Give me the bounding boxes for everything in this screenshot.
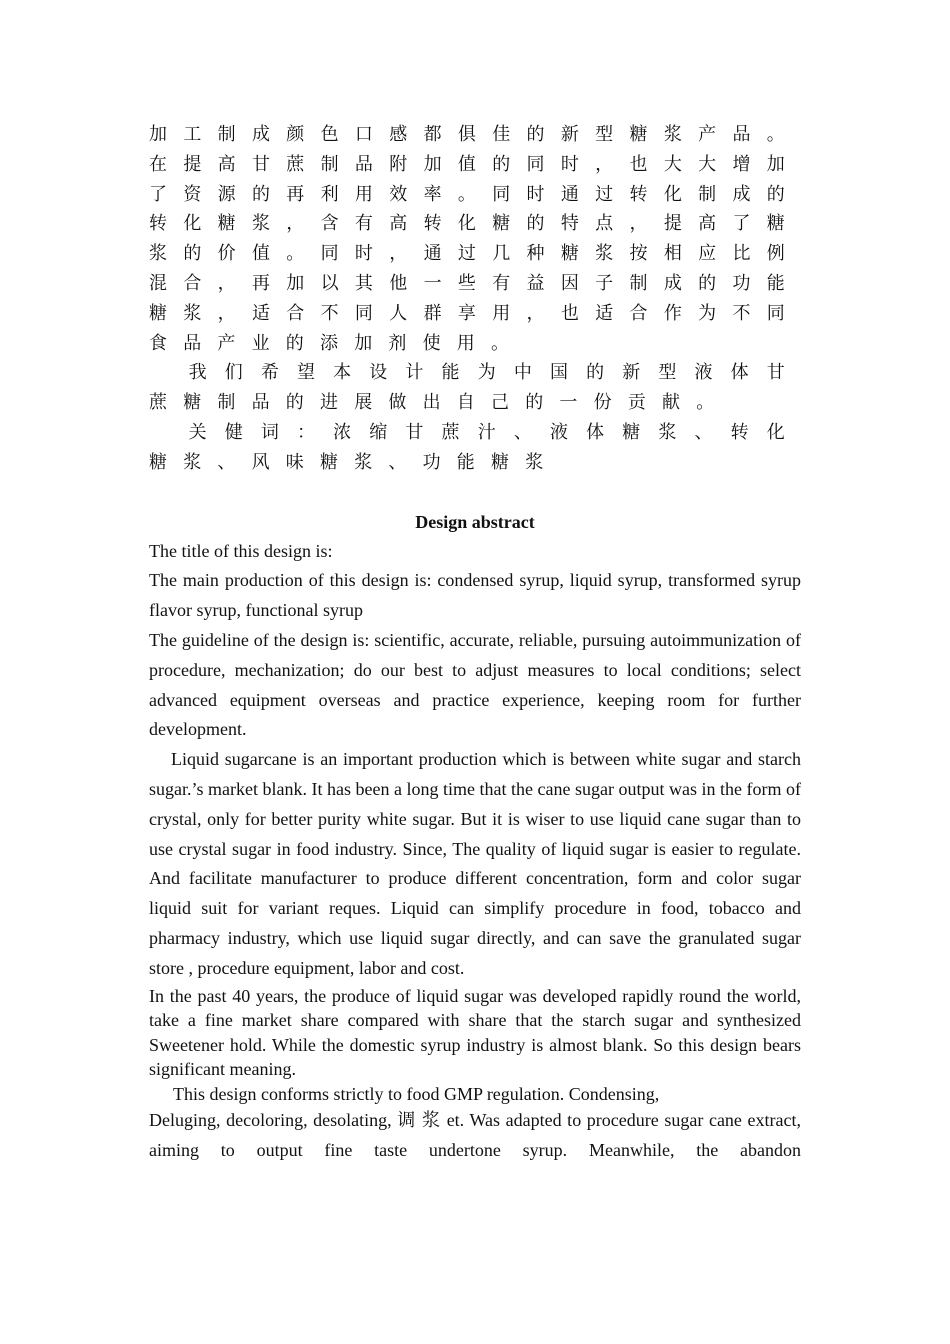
page-content: [149, 120, 801, 1166]
chinese-abstract: [149, 120, 801, 478]
deluging-paragraph: Deluging, decoloring, desolating, 调 浆 et. Was adapted to procedure sugar cane extract, aiming to output fine taste undertone syrup. Meanwhile, the abandon: [149, 1110, 801, 1161]
title-line: The title of this design is:: [149, 540, 333, 561]
chinese-paragraph-1: 加工制成颜色口感都俱佳的新型糖浆产品。在提高甘蔗制品附加值的同时，也大大增加了资源的再利用效率。同时通过转化制成的转化糖浆，含有高转化糖的特点，提高了糖浆的价值。同时，通过几种糖浆按相应比例混合，再加以其他一些有益因子制成的功能糖浆，适合不同人群享用，也适合作为不同食品产业的添加剂使用。: [149, 124, 801, 353]
english-abstract: [149, 537, 801, 1167]
liquid-sugarcane-paragraph: Liquid sugarcane is an important production which is between white sugar and starch sugar.’s market blank. It has been a long time that the cane sugar output was in the form of crystal, only for better purity white sugar. But it is wiser to use liquid cane sugar than to use crystal sugar in food industry. Since, The quality of liquid sugar is easier to regulate. And facilitate manufacturer to produce different concentration, form and color sugar liquid suit for variant reques. Liquid can simplify procedure in food, tobacco and pharmacy industry, which use liquid sugar directly, and can save the granulated sugar store , procedure equipment, labor and cost.: [149, 749, 801, 978]
guideline-paragraph: The guideline of the design is: scientific, accurate, reliable, pursuing autoimmunization of procedure, mechanization; do our best to adjust measures to local conditions; select advanced equipment overseas and practice experience, keeping room for further development.: [149, 629, 801, 740]
main-production-paragraph: The main production of this design is: condensed syrup, liquid syrup, transformed syrup flavor syrup, functional syrup: [149, 570, 801, 621]
gmp-paragraph: This design conforms strictly to food GMP regulation. Condensing,: [173, 1083, 660, 1104]
english-abstract-heading: Design abstract: [415, 511, 535, 532]
chinese-paragraph-2: 我们希望本设计能为中国的新型液体甘蔗糖制品的进展做出自己的一份贡献。: [149, 362, 801, 413]
past-40-years-paragraph: In the past 40 years, the produce of liquid sugar was developed rapidly round the world, take a fine market share compared with share that the starch sugar and synthesized Sweetener hold. While the domestic syrup industry is almost blank. So this design bears significant meaning.: [149, 985, 801, 1080]
keywords-paragraph: 关健词：浓缩甘蔗汁、液体糖浆、转化糖浆、风味糖浆、功能糖浆: [149, 421, 801, 472]
